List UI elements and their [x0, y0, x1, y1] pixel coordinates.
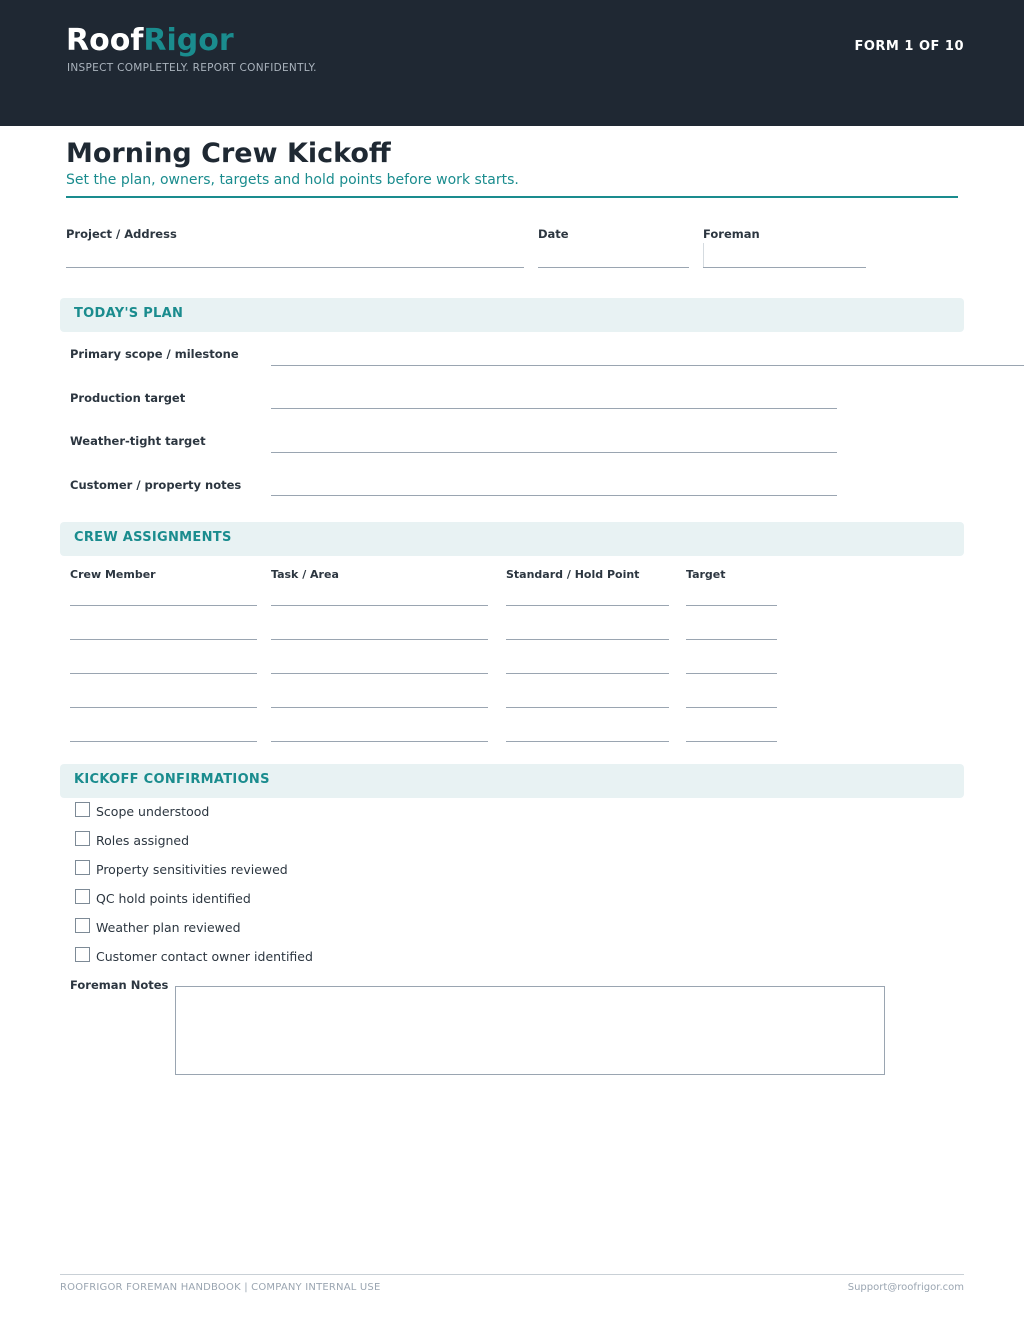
target-field[interactable]: [686, 639, 777, 640]
primary-scope-field[interactable]: [271, 365, 1024, 366]
section-heading: CREW ASSIGNMENTS: [74, 530, 232, 545]
footer-divider: [60, 1274, 964, 1275]
project-address-field[interactable]: [66, 267, 524, 268]
checklist-item-label: Weather plan reviewed: [96, 920, 241, 935]
standard-hold-point-field[interactable]: [506, 639, 669, 640]
checklist-item-label: QC hold points identified: [96, 891, 251, 906]
foreman-field-edge: [703, 243, 704, 267]
checklist-item-label: Customer contact owner identified: [96, 949, 313, 964]
section-heading: KICKOFF CONFIRMATIONS: [74, 772, 270, 787]
plan-label-primary-scope: Primary scope / milestone: [70, 347, 239, 361]
standard-hold-point-field[interactable]: [506, 741, 669, 742]
foreman-notes-textarea[interactable]: [175, 986, 885, 1075]
target-field[interactable]: [686, 673, 777, 674]
page-title: Morning Crew Kickoff: [66, 138, 391, 169]
plan-label-production-target: Production target: [70, 391, 186, 405]
date-field[interactable]: [538, 267, 689, 268]
crew-member-field[interactable]: [70, 707, 257, 708]
target-field[interactable]: [686, 741, 777, 742]
checklist-item-label: Property sensitivities reviewed: [96, 862, 288, 877]
production-target-field[interactable]: [271, 408, 837, 409]
weather-tight-field[interactable]: [271, 452, 837, 453]
brand-tagline: INSPECT COMPLETELY. REPORT CONFIDENTLY.: [67, 62, 317, 74]
standard-hold-point-field[interactable]: [506, 673, 669, 674]
column-header-standard-hold-point: Standard / Hold Point: [506, 568, 640, 581]
column-header-crew-member: Crew Member: [70, 568, 156, 581]
crew-member-field[interactable]: [70, 741, 257, 742]
checkbox[interactable]: [75, 860, 90, 875]
task-area-field[interactable]: [271, 741, 488, 742]
crew-member-field[interactable]: [70, 605, 257, 606]
page-header: [0, 0, 1024, 126]
section-kickoff-confirmations: [60, 764, 964, 798]
title-divider: [66, 196, 958, 198]
checkbox[interactable]: [75, 947, 90, 962]
task-area-field[interactable]: [271, 707, 488, 708]
form-number: FORM 1 OF 10: [854, 39, 964, 54]
target-field[interactable]: [686, 707, 777, 708]
section-heading: TODAY'S PLAN: [74, 306, 184, 321]
column-header-target: Target: [686, 568, 726, 581]
target-field[interactable]: [686, 605, 777, 606]
checkbox[interactable]: [75, 889, 90, 904]
project-address-label: Project / Address: [66, 227, 177, 241]
task-area-field[interactable]: [271, 605, 488, 606]
date-label: Date: [538, 227, 569, 241]
task-area-field[interactable]: [271, 673, 488, 674]
column-header-task-area: Task / Area: [271, 568, 339, 581]
plan-label-customer-notes: Customer / property notes: [70, 478, 242, 492]
checkbox[interactable]: [75, 918, 90, 933]
crew-member-field[interactable]: [70, 639, 257, 640]
footer-left-text: ROOFRIGOR FOREMAN HANDBOOK | COMPANY INTERNAL USE: [60, 1282, 381, 1293]
checklist-item-label: Scope understood: [96, 804, 210, 819]
footer-email: Support@roofrigor.com: [847, 1282, 964, 1293]
task-area-field[interactable]: [271, 639, 488, 640]
section-crew-assignments: [60, 522, 964, 556]
standard-hold-point-field[interactable]: [506, 605, 669, 606]
checkbox[interactable]: [75, 831, 90, 846]
foreman-notes-label: Foreman Notes: [70, 978, 169, 992]
standard-hold-point-field[interactable]: [506, 707, 669, 708]
section-todays-plan: [60, 298, 964, 332]
customer-notes-field[interactable]: [271, 495, 837, 496]
brand-name-part1: Roof: [66, 23, 144, 58]
foreman-field[interactable]: [703, 267, 866, 268]
checklist-item-label: Roles assigned: [96, 833, 190, 848]
brand-name-part2: Rigor: [143, 23, 234, 58]
foreman-label: Foreman: [703, 227, 760, 241]
checkbox[interactable]: [75, 802, 90, 817]
brand-logo: [66, 22, 234, 60]
plan-label-weather-tight: Weather-tight target: [70, 434, 206, 448]
page-subtitle: Set the plan, owners, targets and hold points before work starts.: [66, 172, 519, 188]
crew-member-field[interactable]: [70, 673, 257, 674]
